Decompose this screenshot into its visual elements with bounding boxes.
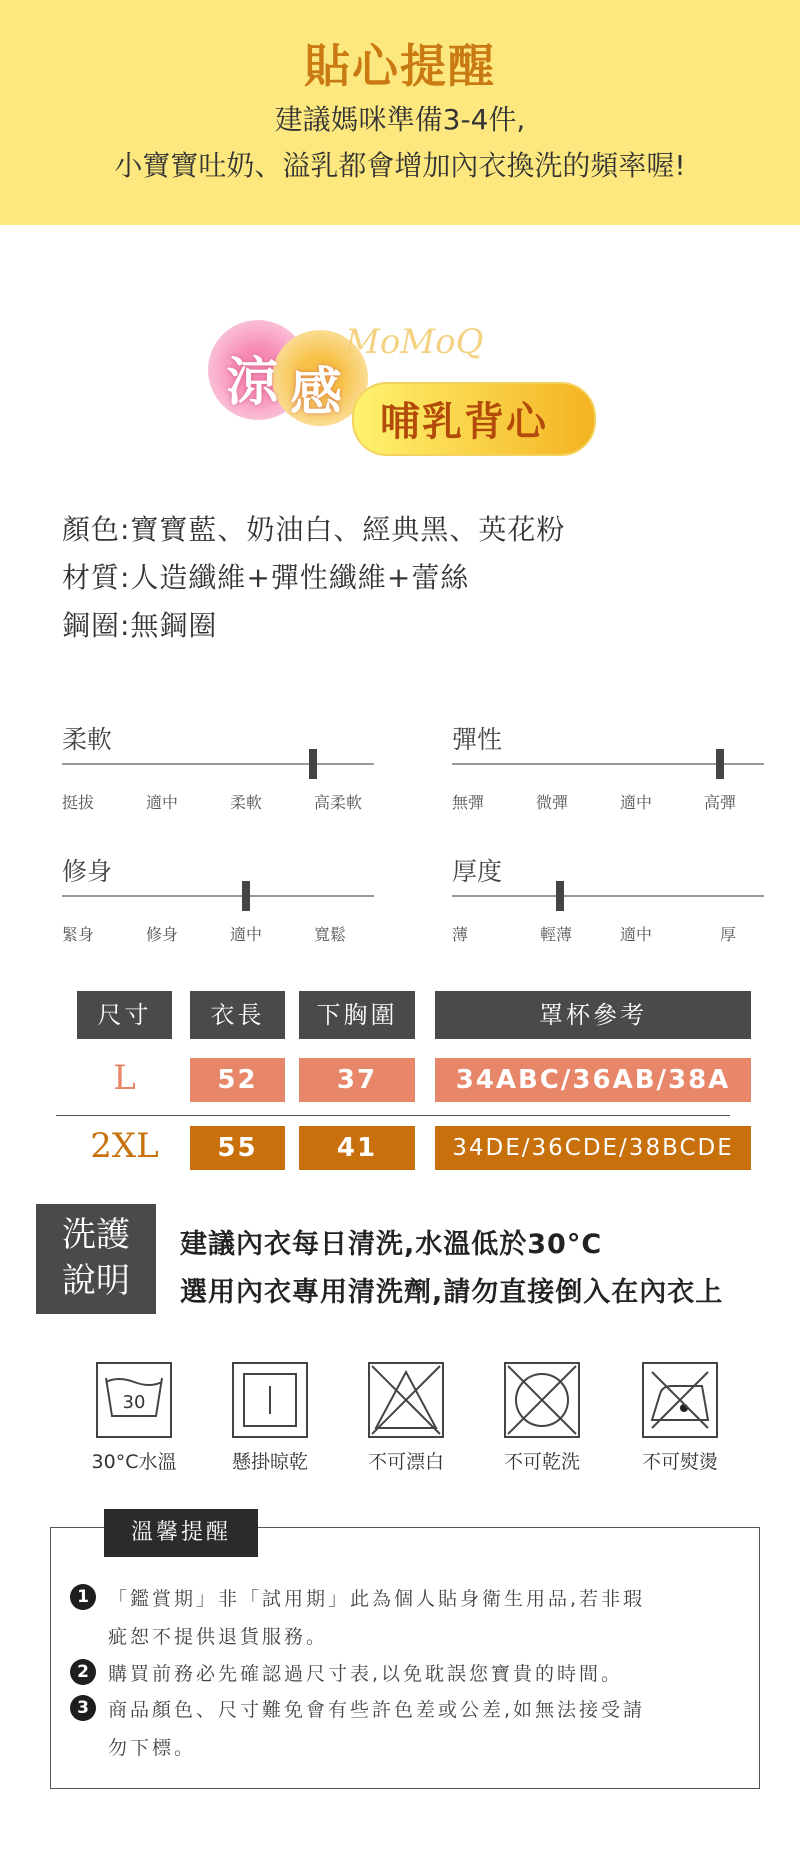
cell-2XL-underbust: 41	[299, 1126, 415, 1170]
logo-subtitle: 哺乳背心	[380, 398, 548, 445]
slider-0-label: 柔軟	[62, 725, 113, 754]
th-underbust: 下胸圍	[299, 991, 415, 1039]
slider-2-tick-0: 緊身	[62, 925, 95, 944]
slider-3-track	[452, 895, 764, 897]
wash-30-svg	[98, 1364, 170, 1436]
slider-2-tick-1: 修身	[146, 925, 179, 944]
hang-dry-icon	[232, 1362, 308, 1438]
wash-text-2: 選用內衣專用清洗劑,請勿直接倒入在內衣上	[180, 1277, 724, 1308]
cell-L-length: 52	[190, 1058, 285, 1102]
notice-num-1: 1	[70, 1584, 96, 1610]
slider-0-tick-0: 挺拔	[62, 793, 95, 812]
slider-0-tick-2: 柔軟	[230, 793, 263, 812]
slider-1-thumb	[716, 749, 724, 779]
notice-item-3-line-1: 商品顏色、尺寸難免會有些許色差或公差,如無法接受請	[108, 1699, 646, 1721]
hang-dry-svg	[234, 1364, 306, 1436]
logo-char-left: 涼	[226, 352, 279, 413]
no-dryclean-label: 不可乾洗	[503, 1451, 580, 1473]
banner-line-2: 小寶寶吐奶、溢乳都會增加內衣換洗的頻率喔!	[114, 149, 686, 182]
size-label-2XL: 2XL	[90, 1126, 159, 1166]
spec-underwire: 鋼圈:無鋼圈	[62, 609, 218, 642]
slider-2-label: 修身	[62, 857, 113, 886]
slider-3-tick-2: 適中	[620, 925, 653, 944]
slider-0-tick-3: 高柔軟	[314, 793, 363, 812]
wash-30-label: 30°C水溫	[91, 1451, 177, 1473]
cell-L-cup: 34ABC/36AB/38A	[435, 1058, 751, 1102]
wash-badge	[36, 1204, 156, 1314]
spec-color: 顏色:寶寶藍、奶油白、經典黑、英花粉	[62, 513, 566, 546]
notice-item-3-line-2: 勿下標。	[108, 1737, 197, 1759]
size-label-L: L	[113, 1058, 136, 1098]
no-bleach-svg	[370, 1364, 442, 1436]
slider-1-tick-1: 微彈	[536, 793, 569, 812]
cell-2XL-cup: 34DE/36CDE/38BCDE	[435, 1126, 751, 1170]
slider-2-thumb	[242, 881, 250, 911]
banner-title: 貼心提醒	[304, 39, 496, 93]
slider-0-track	[62, 763, 374, 765]
wash-badge-line-1: 洗護	[62, 1215, 130, 1255]
logo-char-right: 感	[290, 362, 343, 423]
notice-item-1-line-2: 疵恕不提供退貨服務。	[108, 1626, 329, 1648]
slider-3-thumb	[556, 881, 564, 911]
notice-item-1-line-1: 「鑑賞期」非「試用期」此為個人貼身衛生用品,若非瑕	[108, 1588, 646, 1610]
slider-1-tick-0: 無彈	[452, 793, 485, 812]
slider-2-tick-3: 寬鬆	[314, 925, 347, 944]
slider-0-thumb	[309, 749, 317, 779]
no-iron-svg	[644, 1364, 716, 1436]
slider-1-tick-2: 適中	[620, 793, 653, 812]
logo-script: MoMoQ	[345, 322, 484, 362]
slider-2-tick-2: 適中	[230, 925, 263, 944]
no-bleach-label: 不可漂白	[367, 1451, 444, 1473]
slider-0-tick-1: 適中	[146, 793, 179, 812]
notice-num-2: 2	[70, 1659, 96, 1685]
slider-3-tick-0: 薄	[452, 925, 469, 944]
slider-2-track	[62, 895, 374, 897]
notice-item-2-line-1: 購買前務必先確認過尺寸表,以免耽誤您寶貴的時間。	[108, 1663, 624, 1685]
slider-3-tick-3: 厚	[720, 925, 737, 944]
slider-1-label: 彈性	[452, 725, 503, 754]
slider-3-label: 厚度	[452, 857, 503, 886]
no-iron-label: 不可熨燙	[641, 1451, 718, 1473]
wash-30-icon	[96, 1362, 172, 1438]
no-dryclean-icon	[504, 1362, 580, 1438]
cell-L-underbust: 37	[299, 1058, 415, 1102]
notice-num-3: 3	[70, 1695, 96, 1721]
no-iron-icon	[642, 1362, 718, 1438]
slider-1-tick-3: 高彈	[704, 793, 737, 812]
no-dryclean-svg	[506, 1364, 578, 1436]
banner-line-1: 建議媽咪準備3-4件,	[274, 103, 526, 136]
hang-dry-label: 懸掛晾乾	[231, 1451, 308, 1473]
th-length: 衣長	[190, 991, 285, 1039]
cell-2XL-length: 55	[190, 1126, 285, 1170]
no-bleach-icon	[368, 1362, 444, 1438]
wash-30-glyph: 30	[122, 1392, 146, 1413]
wash-text-1: 建議內衣每日清洗,水溫低於30°C	[180, 1229, 603, 1260]
table-divider	[56, 1115, 730, 1116]
slider-3-tick-1: 輕薄	[540, 925, 573, 944]
th-size: 尺寸	[77, 991, 172, 1039]
spec-material: 材質:人造纖維+彈性纖維+蕾絲	[62, 561, 470, 594]
th-cup: 罩杯參考	[435, 991, 751, 1039]
notice-title: 溫馨提醒	[104, 1509, 258, 1557]
wash-badge-line-2: 說明	[62, 1261, 130, 1301]
